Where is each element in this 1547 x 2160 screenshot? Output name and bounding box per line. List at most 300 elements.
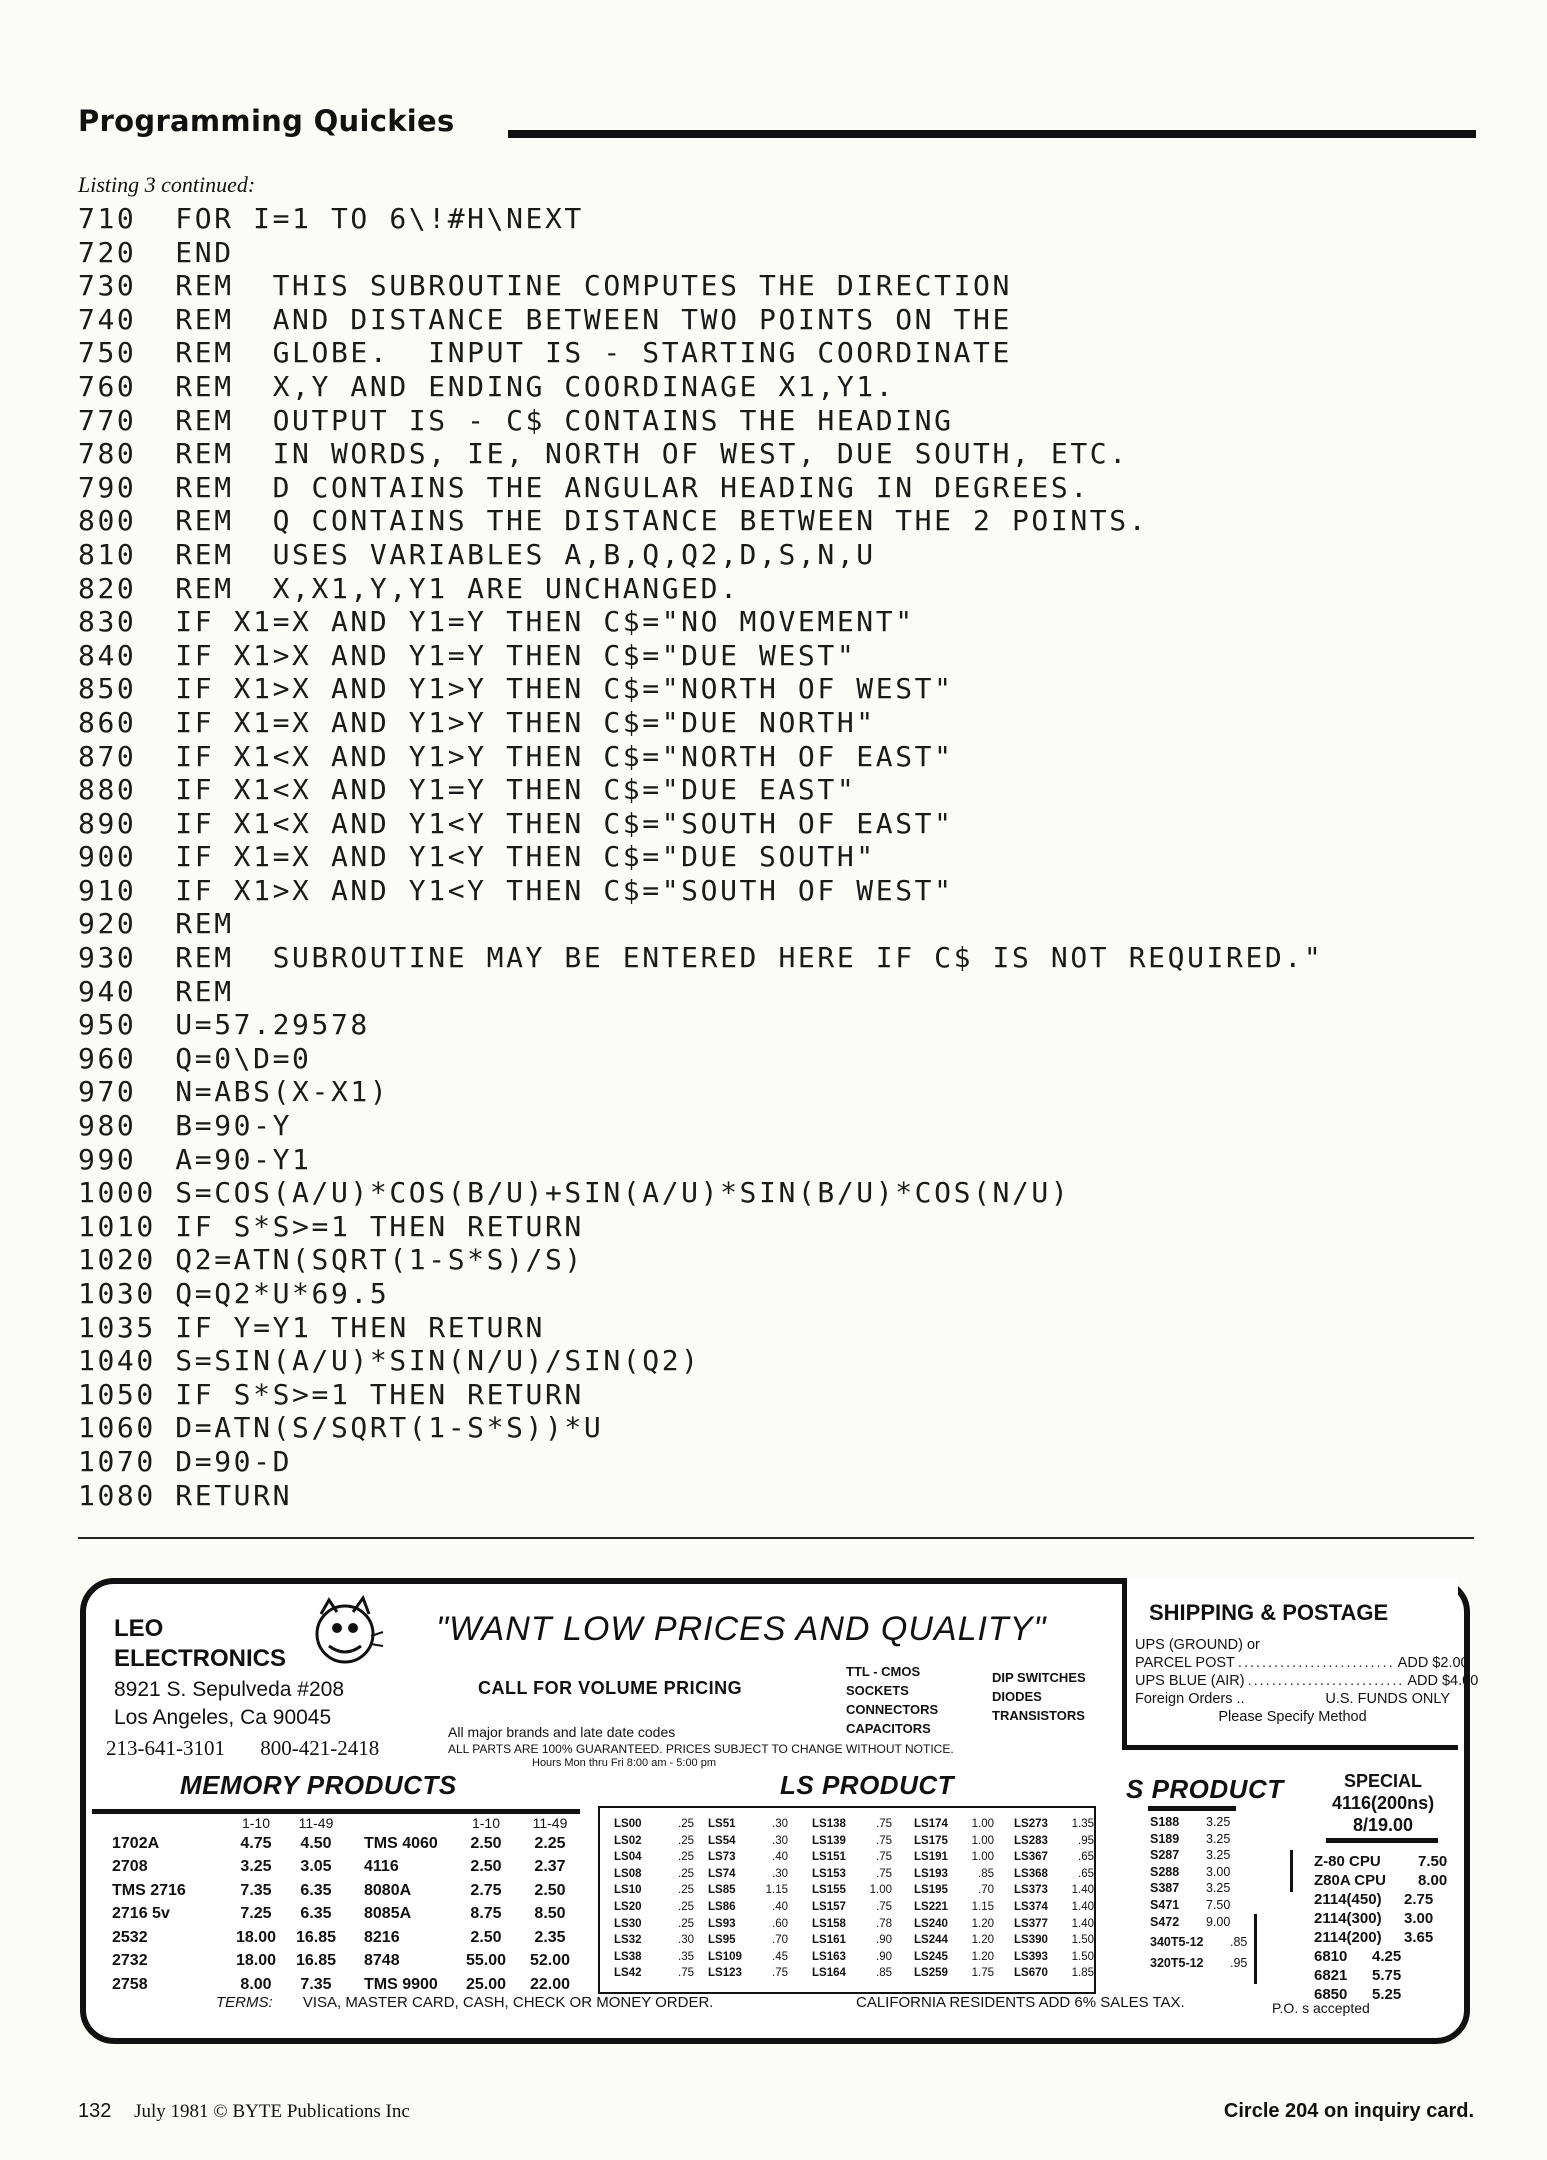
memory-cell: 2708 [112,1858,148,1876]
ls-column [1014,1816,1094,1982]
ls-price: .30 [772,1834,788,1847]
special-part: Z80A CPU [1314,1872,1386,1889]
special-item [1314,1947,1447,1966]
s-item [1150,1880,1247,1897]
ls-item [614,1965,694,1982]
memory-cell: 6.35 [300,1905,332,1923]
code-line: 990 A=90-Y1 [78,1142,312,1176]
code-line: 830 IF X1=X AND Y1=Y THEN C$="NO MOVEMENT" [78,605,915,639]
ls-part: LS30 [614,1917,642,1930]
ls-item [614,1899,694,1916]
ls-price: 1.50 [1071,1934,1094,1947]
special-price: 4.25 [1372,1948,1402,1965]
ls-part: LS85 [708,1884,736,1897]
ls-item [812,1866,892,1883]
code-line: 1060 D=ATN(S/SQRT(1-S*S))*U [78,1411,604,1445]
ls-price: .75 [876,1851,892,1864]
ls-price: .25 [678,1834,694,1847]
ls-price: .85 [978,1867,994,1880]
s-part: 340T5-12 [1150,1935,1204,1950]
ls-part: LS283 [1014,1834,1048,1847]
ls-part: LS244 [914,1934,948,1947]
special-part: 6810 [1314,1948,1348,1965]
memory-cell: 2.50 [534,1881,566,1899]
ls-part: LS20 [614,1900,642,1913]
ls-item [708,1849,788,1866]
memory-cell: 8.75 [470,1905,502,1923]
shipping-label: PARCEL POST [1135,1655,1235,1671]
ls-item [812,1916,892,1933]
shipping-row [1135,1636,1450,1654]
ls-price: .78 [876,1917,892,1930]
ls-price: .70 [772,1934,788,1947]
ls-part: LS191 [914,1851,948,1864]
code-line: 850 IF X1>X AND Y1>Y THEN C$="NORTH OF WEST" [78,672,954,706]
memory-cell: 7.35 [240,1881,272,1899]
phone-local: 213-641-3101 [106,1736,225,1760]
ls-item [812,1932,892,1949]
memory-cell: 4.50 [300,1834,332,1852]
code-line: 970 N=ABS(X-X1) [78,1075,390,1109]
ad-headline: "WANT LOW PRICES AND QUALITY" [436,1610,1047,1648]
ls-price: 1.40 [1071,1900,1094,1913]
s-product-rule [1148,1806,1236,1811]
code-line: 920 REM [78,907,234,941]
ls-price: .75 [772,1967,788,1980]
shipping-box [1122,1578,1479,1750]
ls-price: .25 [678,1851,694,1864]
code-line: 870 IF X1<X AND Y1>Y THEN C$="NORTH OF EAST" [78,739,954,773]
ls-item [708,1833,788,1850]
memory-cell: 3.25 [240,1858,272,1876]
code-line: 810 REM USES VARIABLES A,B,Q,Q2,D,S,N,U [78,537,876,571]
address-line-1: 8921 S. Sepulveda #208 [114,1678,345,1701]
code-line: 1050 IF S*S>=1 THEN RETURN [78,1377,584,1411]
ls-part: LS157 [812,1900,846,1913]
special-item [1314,1909,1447,1928]
memory-cell: 18.00 [235,1952,277,1970]
section-title: Programming Quickies [78,104,455,138]
special-part: Z-80 CPU [1314,1853,1381,1870]
ls-item [708,1932,788,1949]
ls-part: LS155 [812,1884,846,1897]
special-item [1314,1852,1447,1871]
s-price: 3.25 [1206,1881,1231,1896]
ls-price: .30 [772,1818,788,1830]
memory-row [112,1879,580,1903]
code-line: 980 B=90-Y [78,1109,293,1143]
special-item [1314,1871,1447,1890]
memory-cell: 3.05 [300,1858,332,1876]
ls-price: .30 [772,1867,788,1880]
ls-part: LS377 [1014,1917,1048,1930]
ls-price: 1.00 [869,1884,892,1897]
special-part: 6850 [1314,1986,1348,2003]
s-part: S287 [1150,1848,1180,1863]
ls-part: LS273 [1014,1818,1048,1830]
footer-left [78,2100,410,2123]
code-line: 1070 D=90-D [78,1444,293,1478]
ls-part: LS10 [614,1884,642,1897]
code-line: 840 IF X1>X AND Y1=Y THEN C$="DUE WEST" [78,638,857,672]
ls-price: .30 [678,1934,694,1947]
memory-row [112,1903,580,1927]
ls-item [812,1965,892,1982]
s-price: 3.00 [1206,1864,1231,1879]
ls-part: LS161 [812,1934,846,1947]
memory-cell: 2.50 [470,1858,502,1876]
ls-price: .75 [678,1967,694,1980]
shipping-rates [1135,1636,1479,1726]
ls-part: LS42 [614,1967,642,1980]
page-number: 132 [78,2100,112,2122]
ls-price: .75 [876,1818,892,1830]
ls-price: .25 [678,1917,694,1930]
ls-item [708,1816,788,1833]
shipping-row [1135,1654,1469,1672]
memory-cell: 2732 [112,1952,148,1970]
ls-part: LS02 [614,1834,642,1847]
memory-cell: 1702A [112,1834,160,1852]
ls-item [614,1849,694,1866]
code-line: 780 REM IN WORDS, IE, NORTH OF WEST, DUE SOUTH, ETC. [78,437,1129,471]
guarantee-note: ALL PARTS ARE 100% GUARANTEED. PRICES SUBJECT TO CHANGE WITHOUT NOTICE. [448,1742,954,1756]
ls-part: LS138 [812,1818,846,1830]
memory-cell: 16.85 [295,1952,337,1970]
ls-price: .25 [678,1884,694,1897]
categories-right: DIP SWITCHES DIODES TRANSISTORS [992,1670,1086,1723]
ls-part: LS164 [812,1967,846,1980]
ls-price: .70 [978,1884,994,1897]
memory-cell [344,1856,364,1880]
ls-part: LS32 [614,1934,642,1947]
special-price: 3.00 [1404,1910,1434,1927]
dot-leader [1248,1690,1323,1708]
s-part: S387 [1150,1881,1180,1896]
ls-part: LS195 [914,1884,948,1897]
memory-cell: 6.35 [300,1881,332,1899]
special-item [1314,1966,1447,1985]
qty-header-3: 1-10 [471,1815,501,1831]
s-price: .95 [1230,1955,1248,1970]
s-price: 7.50 [1206,1897,1231,1912]
california-tax-note: CALIFORNIA RESIDENTS ADD 6% SALES TAX. [856,1994,1185,2011]
ls-item [1014,1965,1094,1982]
ls-part: LS153 [812,1867,846,1880]
dot-leader: .......................... [1247,1673,1405,1689]
ls-part: LS174 [914,1818,948,1830]
ls-item [1014,1899,1094,1916]
ls-part: LS54 [708,1834,736,1847]
ls-price: .25 [678,1818,694,1830]
ls-item [914,1949,994,1966]
s-product-divider [1254,1914,1257,1984]
ls-part: LS73 [708,1851,736,1864]
memory-cell: 8.50 [534,1905,566,1923]
memory-cell: 8216 [364,1928,400,1946]
memory-cell: 25.00 [465,1975,507,1993]
ls-price: 1.20 [971,1917,994,1930]
code-line: 1040 S=SIN(A/U)*SIN(N/U)/SIN(Q2) [78,1344,701,1378]
ls-part: LS51 [708,1818,736,1830]
ls-price: 1.50 [1071,1950,1094,1963]
ls-item [812,1816,892,1833]
shipping-value: ADD $4.00 [1407,1673,1479,1689]
memory-cell: 2.37 [534,1858,566,1876]
memory-cell [344,1832,364,1856]
ls-price: .75 [876,1834,892,1847]
ls-price: 1.00 [971,1851,994,1864]
shipping-title: SHIPPING & POSTAGE [1149,1600,1389,1625]
memory-row [112,1926,580,1950]
ls-part: LS08 [614,1867,642,1880]
memory-cell: 18.00 [235,1928,277,1946]
ls-item [914,1916,994,1933]
ls-price: .40 [772,1851,788,1864]
qty-header-2: 11-49 [298,1815,334,1831]
ls-price: 1.40 [1071,1917,1094,1930]
ls-price: 1.85 [1071,1967,1094,1980]
ls-price: .90 [876,1950,892,1963]
page-divider [78,1537,1474,1539]
ls-item [1014,1882,1094,1899]
brands-note: All major brands and late date codes [448,1724,676,1740]
address-line-2: Los Angeles, Ca 90045 [114,1706,332,1729]
shipping-note: Please Specify Method [1218,1709,1367,1725]
company-name: LEO ELECTRONICS [114,1615,287,1672]
memory-cell: 2.35 [534,1928,566,1946]
memory-cell: 2.50 [470,1928,502,1946]
memory-cell: 8748 [364,1952,400,1970]
ls-price: .95 [1078,1834,1094,1847]
terms-text: VISA, MASTER CARD, CASH, CHECK OR MONEY ORDER. [302,1994,714,2011]
s-item [1150,1934,1247,1951]
memory-products-title: MEMORY PRODUCTS [180,1770,457,1800]
ls-price: 1.15 [971,1900,994,1913]
code-line: 960 Q=0\D=0 [78,1041,312,1075]
ls-part: LS670 [1014,1967,1048,1980]
memory-cell: 2716 5v [112,1905,170,1923]
dot-leader: .......................... [1237,1655,1395,1671]
issue-credit: July 1981 © BYTE Publications Inc [134,2101,410,2122]
terms-label: TERMS: [216,1994,273,2011]
code-line: 760 REM X,Y AND ENDING COORDINAGE X1,Y1. [78,369,896,403]
ls-part: LS390 [1014,1934,1048,1947]
ls-price: 1.35 [1071,1818,1094,1830]
ls-part: LS393 [1014,1950,1048,1963]
ls-item [614,1816,694,1833]
memory-cell [344,1950,364,1974]
special-part: 2114(300) [1314,1910,1382,1927]
ls-item [708,1899,788,1916]
special-price: 8.00 [1418,1872,1448,1889]
ls-part: LS163 [812,1950,846,1963]
memory-row [112,1973,580,1997]
ls-item [1014,1916,1094,1933]
memory-cell: 55.00 [465,1952,507,1970]
code-line: 790 REM D CONTAINS THE ANGULAR HEADING IN DEGREES. [78,470,1090,504]
ls-item [812,1899,892,1916]
ls-part: LS367 [1014,1851,1048,1864]
ls-price: .25 [678,1900,694,1913]
code-listing [78,202,1323,1512]
ls-item [914,1965,994,1982]
code-line: 750 REM GLOBE. INPUT IS - STARTING COORDINATE [78,336,1012,370]
shipping-value: ADD $2.00 [1397,1655,1469,1671]
ls-price: .25 [678,1867,694,1880]
ls-price: 1.20 [971,1934,994,1947]
shipping-value: U.S. FUNDS ONLY [1325,1691,1450,1707]
ls-item [812,1849,892,1866]
s-item [1150,1897,1247,1914]
code-line: 1000 S=COS(A/U)*COS(B/U)+SIN(A/U)*SIN(B/U)*COS(N/U) [78,1176,1071,1210]
ls-part: LS93 [708,1917,736,1930]
memory-cell: 8085A [364,1905,412,1923]
s-part: S288 [1150,1864,1180,1879]
ls-item [1014,1932,1094,1949]
ls-item [812,1833,892,1850]
special-divider [1290,1850,1293,1892]
memory-row [112,1950,580,1974]
shipping-label: Foreign Orders .. [1135,1691,1245,1707]
ls-price: .65 [1078,1851,1094,1864]
s-product-title: S PRODUCT [1126,1774,1284,1804]
code-line: 720 END [78,235,234,269]
phone-tollfree: 800-421-2418 [260,1736,380,1760]
code-line: 910 IF X1>X AND Y1<Y THEN C$="SOUTH OF WEST" [78,873,954,907]
ls-item [812,1882,892,1899]
ls-item [614,1866,694,1883]
ls-column [812,1816,892,1982]
ls-part: LS259 [914,1967,948,1980]
ls-item [614,1916,694,1933]
ls-price: 1.20 [971,1950,994,1963]
shipping-label: UPS BLUE (AIR) [1135,1673,1245,1689]
memory-cell: 4116 [364,1858,399,1876]
business-hours: Hours Mon thru Fri 8:00 am - 5:00 pm [532,1757,717,1769]
ls-item [914,1833,994,1850]
special-offer-table [1314,1852,1447,2004]
ls-part: LS95 [708,1934,736,1947]
ls-part: LS139 [812,1834,846,1847]
ls-item [914,1849,994,1866]
shipping-row [1135,1672,1479,1690]
leo-electronics-advertisement [80,1578,1479,2044]
ls-price: 1.00 [971,1818,994,1830]
ls-item [708,1916,788,1933]
code-line: 730 REM THIS SUBROUTINE COMPUTES THE DIRECTION [78,269,1012,303]
memory-cell: 7.35 [300,1975,332,1993]
s-part: S188 [1150,1815,1180,1829]
ls-item [708,1965,788,1982]
memory-cell: 8.00 [240,1975,272,1993]
ls-part: LS193 [914,1867,948,1880]
ls-part: LS240 [914,1917,948,1930]
ls-item [914,1899,994,1916]
s-price: .85 [1230,1935,1248,1950]
code-line: 800 REM Q CONTAINS THE DISTANCE BETWEEN THE 2 POINTS. [78,504,1149,538]
memory-cell: 52.00 [529,1952,571,1970]
s-price: 3.25 [1206,1815,1231,1829]
memory-row [112,1832,580,1856]
special-part: 2114(450) [1314,1891,1382,1908]
ls-price: 1.00 [971,1834,994,1847]
special-price: 5.25 [1372,1986,1402,2003]
ls-part: LS158 [812,1917,846,1930]
memory-cell: 22.00 [529,1975,571,1993]
inquiry-note: Circle 204 on inquiry card. [1223,2100,1474,2122]
memory-cell: 2.25 [534,1834,566,1852]
memory-cell: 8080A [364,1881,412,1899]
ls-item [1014,1833,1094,1850]
special-offer-rule [1326,1838,1438,1843]
ls-part: LS38 [614,1950,642,1963]
shipping-row [1135,1690,1450,1708]
ls-price: 1.40 [1071,1884,1094,1897]
s-item [1150,1814,1247,1831]
ls-item [914,1882,994,1899]
ls-part: LS74 [708,1867,736,1880]
s-price: 3.25 [1206,1831,1231,1846]
phone-numbers [106,1736,379,1761]
ls-part: LS86 [708,1900,736,1913]
ls-item [1014,1866,1094,1883]
memory-cell: 16.85 [295,1928,337,1946]
memory-cell: 2532 [112,1928,148,1946]
memory-products-table [112,1814,580,1997]
ls-item [614,1932,694,1949]
memory-cell [344,1973,364,1997]
memory-cell: 2.75 [470,1881,502,1899]
memory-cell: TMS 4060 [364,1834,438,1852]
s-item [1150,1864,1247,1881]
code-line: 1080 RETURN [78,1478,293,1512]
ls-item [708,1866,788,1883]
ls-product-title: LS PRODUCT [780,1770,954,1800]
ls-part: LS373 [1014,1884,1048,1897]
memory-row [112,1856,580,1880]
terms [216,1994,713,2011]
memory-cell: TMS 2716 [112,1881,186,1899]
code-line: 770 REM OUTPUT IS - C$ CONTAINS THE HEADING [78,403,954,437]
ls-part: LS00 [614,1818,642,1830]
ls-price: 1.15 [765,1884,788,1897]
code-line: 740 REM AND DISTANCE BETWEEN TWO POINTS ON THE [78,302,1012,336]
memory-cell: 2.50 [470,1834,502,1852]
ls-item [1014,1816,1094,1833]
volume-pricing: CALL FOR VOLUME PRICING [478,1678,743,1698]
ls-price: .40 [772,1900,788,1913]
s-part: 320T5-12 [1150,1955,1204,1970]
ls-item [708,1949,788,1966]
s-price: 3.25 [1206,1848,1231,1863]
memory-cell [344,1879,364,1903]
ls-column [708,1816,788,1982]
ls-price: .85 [876,1967,892,1980]
ls-item [812,1949,892,1966]
code-line: 1010 IF S*S>=1 THEN RETURN [78,1209,584,1243]
memory-cell: TMS 9900 [364,1975,438,1993]
special-price: 3.65 [1404,1929,1434,1946]
code-line: 900 IF X1=X AND Y1<Y THEN C$="DUE SOUTH" [78,840,876,874]
ls-price: .45 [772,1950,788,1963]
s-part: S472 [1150,1914,1180,1929]
ls-column [914,1816,994,1982]
special-part: 2114(200) [1314,1929,1382,1946]
ls-part: LS151 [812,1851,846,1864]
ls-item [1014,1949,1094,1966]
shipping-label: UPS (GROUND) or [1135,1637,1260,1653]
